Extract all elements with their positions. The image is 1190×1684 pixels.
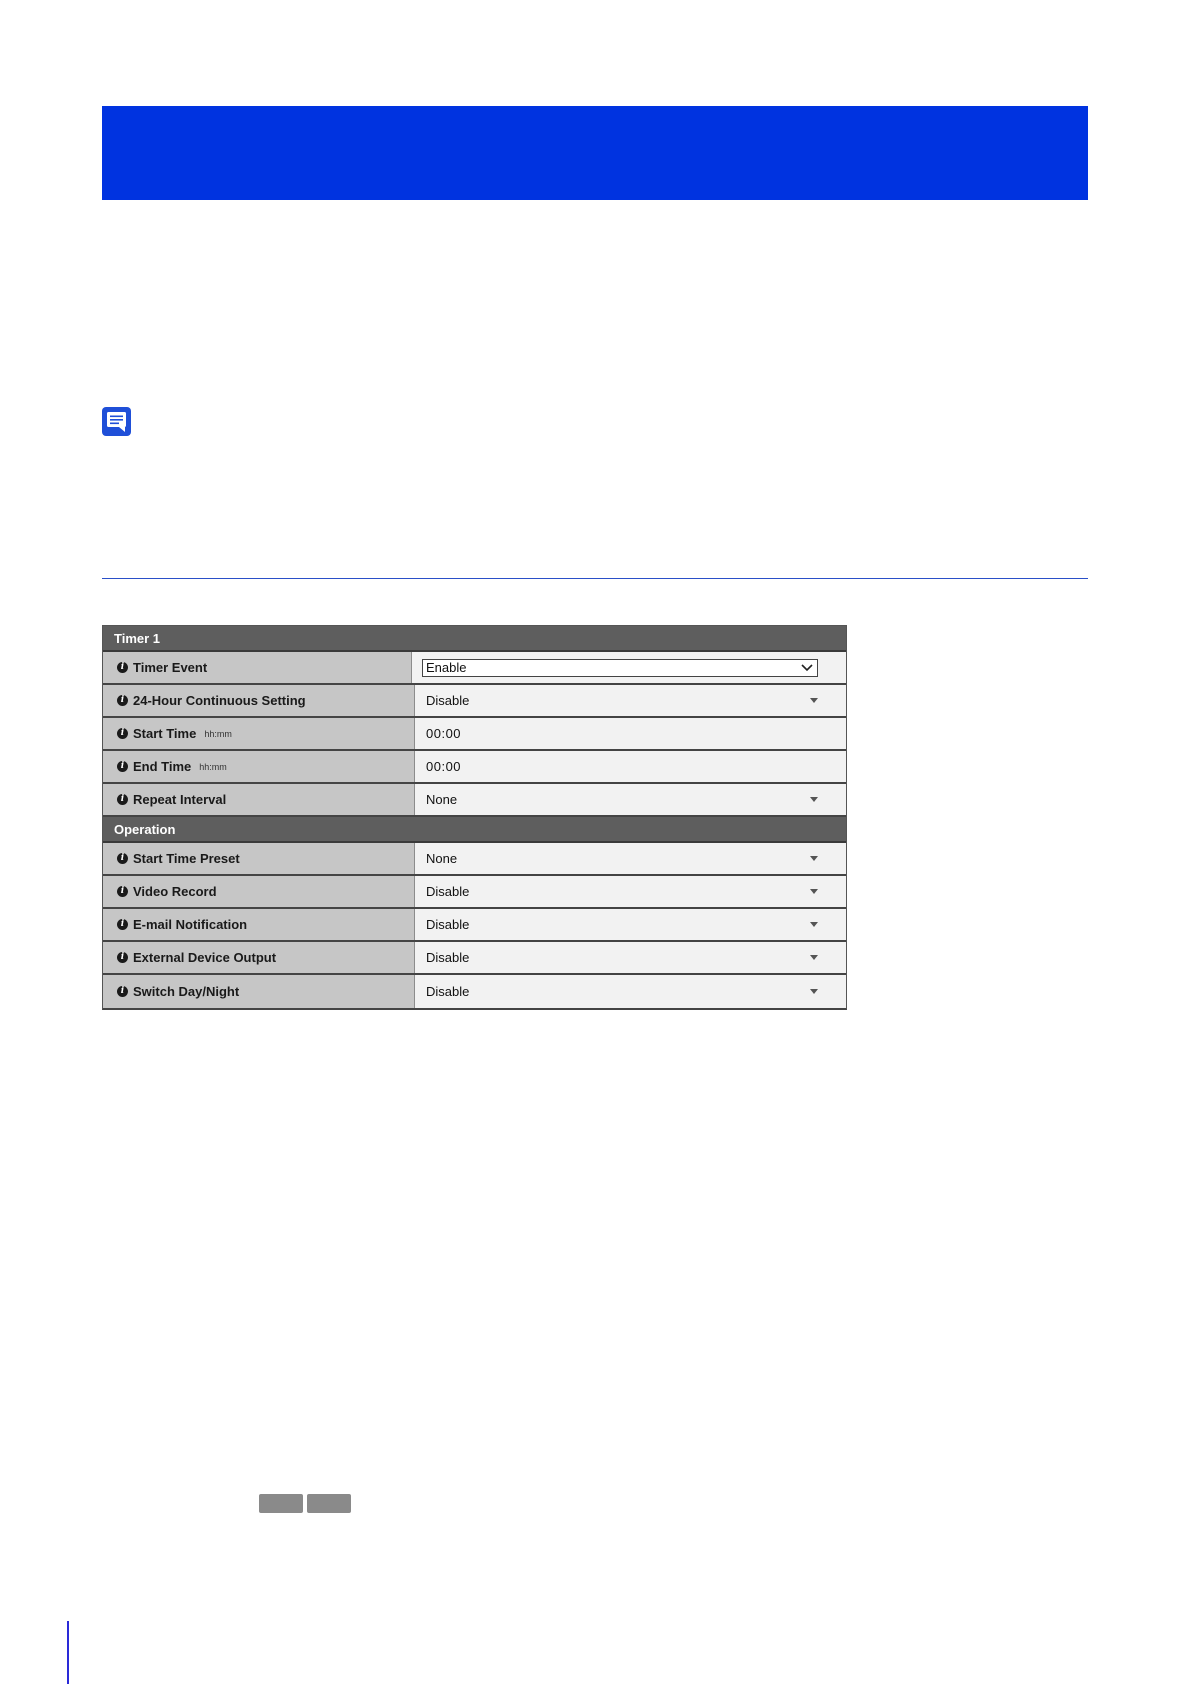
start-time-preset-select[interactable] [415,843,846,874]
page-margin-bar [67,1621,69,1684]
switch-day-night-label: Switch Day/Night [133,984,240,999]
row-label [103,942,415,973]
end-time-value: 00:00 [426,759,462,774]
row-label [103,784,415,815]
video-record-row [103,876,846,909]
row-value [412,652,846,683]
info-icon[interactable]: i [117,952,128,963]
timer-settings-table [102,625,847,1010]
chevron-down-icon [810,922,818,927]
info-icon[interactable]: i [117,794,128,805]
external-device-output-select[interactable] [415,942,846,973]
switch-day-night-row [103,975,846,1008]
row-label [103,843,415,874]
continuous-setting-select[interactable] [415,685,846,716]
header-banner [102,106,1088,200]
info-icon[interactable]: i [117,761,128,772]
row-label [103,975,415,1008]
info-icon[interactable]: i [117,853,128,864]
switch-day-night-select[interactable] [415,975,846,1008]
video-record-value: Disable [426,884,470,899]
operation-section-header: Operation [103,817,846,843]
chevron-down-icon [801,664,813,672]
section-divider [102,578,1088,579]
start-time-label: Start Time [133,726,197,741]
row-label [103,685,415,716]
repeat-interval-label: Repeat Interval [133,792,227,807]
start-time-unit: hh:mm [204,728,232,739]
start-time-row [103,718,846,751]
email-notification-label: E-mail Notification [133,917,248,932]
inline-button-group [259,1494,351,1513]
inline-button-left[interactable] [259,1494,303,1513]
chevron-down-icon [810,797,818,802]
row-label [103,652,412,683]
info-icon[interactable]: i [117,662,128,673]
chevron-down-icon [810,889,818,894]
repeat-interval-value: None [426,792,458,807]
note-icon [102,407,131,436]
timer-event-row [103,652,846,685]
email-notification-select[interactable] [415,909,846,940]
end-time-input[interactable] [415,751,846,782]
timer-event-value: Enable [426,660,467,675]
video-record-label: Video Record [133,884,217,899]
row-label [103,751,415,782]
external-device-output-row [103,942,846,975]
repeat-interval-row [103,784,846,817]
external-device-output-label: External Device Output [133,950,277,965]
video-record-select[interactable] [415,876,846,907]
info-icon[interactable]: i [117,728,128,739]
end-time-label: End Time [133,759,192,774]
timer-event-select[interactable] [422,659,818,677]
row-label [103,876,415,907]
info-icon[interactable]: i [117,695,128,706]
start-time-preset-label: Start Time Preset [133,851,240,866]
row-label [103,909,415,940]
email-notification-value: Disable [426,917,470,932]
email-notification-row [103,909,846,942]
chevron-down-icon [810,698,818,703]
start-time-value: 00:00 [426,726,462,741]
switch-day-night-value: Disable [426,984,470,999]
info-icon[interactable]: i [117,986,128,997]
end-time-row [103,751,846,784]
start-time-preset-row [103,843,846,876]
continuous-setting-label: 24-Hour Continuous Setting [133,693,306,708]
repeat-interval-select[interactable] [415,784,846,815]
chevron-down-icon [810,955,818,960]
continuous-setting-value: Disable [426,693,470,708]
chevron-down-icon [810,856,818,861]
row-label [103,718,415,749]
info-icon[interactable]: i [117,919,128,930]
timer-section-header: Timer 1 [103,626,846,652]
inline-button-right[interactable] [307,1494,351,1513]
start-time-input[interactable] [415,718,846,749]
external-device-output-value: Disable [426,950,470,965]
end-time-unit: hh:mm [199,761,227,772]
start-time-preset-value: None [426,851,458,866]
info-icon[interactable]: i [117,886,128,897]
continuous-setting-row [103,685,846,718]
timer-event-label: Timer Event [133,660,208,675]
chevron-down-icon [810,989,818,994]
